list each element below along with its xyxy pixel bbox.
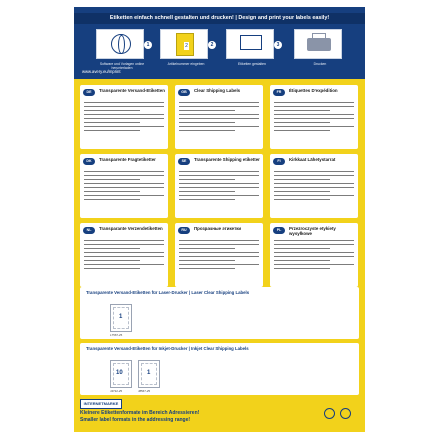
- laser-labels-panel: [80, 287, 359, 339]
- pack-number: 2: [185, 43, 188, 49]
- step-number: 3: [274, 41, 282, 49]
- language-cell: [175, 154, 263, 218]
- step-number: 1: [144, 41, 152, 49]
- country-flag: SE: [178, 158, 190, 165]
- step-card-3: [226, 29, 280, 66]
- cell-title: Étiquettes D'expédition: [289, 88, 338, 93]
- language-cell: [270, 85, 358, 149]
- internetmarke-logo: INTERNETMARKE: [80, 399, 122, 409]
- description-lines: [274, 102, 354, 134]
- cell-title: Kirkkaat Lähetystarrat: [289, 157, 336, 162]
- banner-title: Etiketten einfach schnell gestalten und drucken! | Design and print your labels easily!: [74, 13, 365, 24]
- step-caption: Artikelnummer eingeben: [167, 62, 205, 66]
- country-flag: PL: [273, 227, 285, 234]
- step-caption: Software und Vorlagen online herunterladen: [99, 62, 145, 70]
- country-flag: FR: [273, 89, 285, 96]
- labels-per-sheet: 1: [147, 370, 151, 376]
- label-pack-icon: [176, 33, 194, 56]
- cell-title: Transparente Versand-Etiketten: [99, 88, 165, 93]
- country-flag: NL: [83, 227, 95, 234]
- panel-title: Transparente Versand-Etiketten für Laser-Drucker | Laser Clear Shipping Labels: [86, 290, 250, 295]
- recycle-icon: [324, 408, 335, 419]
- description-lines: [179, 102, 259, 134]
- printer-icon: [307, 38, 331, 51]
- step-number: 2: [208, 41, 216, 49]
- cell-title: Transparente Fragtetiketter: [99, 157, 156, 162]
- footer: [80, 399, 359, 427]
- footer-line-1: Kleinere Etikettenformate im Bereich Adressieren!: [80, 410, 200, 416]
- country-flag: DE: [83, 89, 95, 96]
- instructions-band: [74, 7, 365, 79]
- language-cell: [80, 223, 168, 287]
- label-sheet-thumbnail: [138, 360, 160, 388]
- language-cell: [270, 154, 358, 218]
- language-cell: [175, 85, 263, 149]
- label-sheet-thumbnail: [110, 360, 132, 388]
- labels-per-sheet: 1: [119, 314, 123, 320]
- description-lines: [84, 240, 164, 272]
- cell-title: Прозрачные этикетки: [194, 226, 242, 231]
- eco-label-icon: [340, 408, 351, 419]
- inkjet-labels-panel: [80, 343, 359, 395]
- footer-line-2: Smaller label formats in the addressing range!: [80, 417, 191, 423]
- website-url[interactable]: www.avery.eu/mprint: [82, 69, 121, 74]
- product-sheet: [74, 7, 365, 432]
- panel-title: Transparente Versand-Etiketten für Inkjet-Drucker | Inkjet Clear Shipping Labels: [86, 346, 249, 351]
- country-flag: FI: [273, 158, 285, 165]
- cell-title: Przezroczyste etykiety wysyłkowe: [289, 226, 336, 236]
- language-cell: [80, 85, 168, 149]
- screen-icon: [240, 35, 262, 50]
- description-lines: [179, 171, 259, 203]
- step-card-4: [294, 29, 342, 66]
- article-code: J8567-25: [138, 389, 151, 393]
- country-flag: RU: [178, 227, 190, 234]
- description-lines: [84, 102, 164, 134]
- cell-title: Transparente Shipping etiketter: [194, 157, 260, 162]
- cell-title: Clear Shipping Labels: [194, 88, 241, 93]
- step-card-1: [96, 29, 150, 70]
- article-code: L7567-25: [110, 333, 123, 337]
- country-flag: GB: [178, 89, 190, 96]
- language-cell: [270, 223, 358, 287]
- labels-per-sheet: 10: [116, 370, 123, 376]
- label-sheet-thumbnail: [110, 304, 132, 332]
- globe-icon: [111, 34, 131, 54]
- step-card-2: [160, 29, 214, 66]
- language-cell: [175, 223, 263, 287]
- step-caption: Drucken: [313, 62, 327, 66]
- step-caption: Etiketten gestalten: [238, 62, 266, 66]
- cell-title: Transparante Verzendetiketten: [99, 226, 163, 231]
- description-lines: [84, 171, 164, 203]
- description-lines: [274, 171, 354, 203]
- language-cell: [80, 154, 168, 218]
- description-lines: [179, 240, 259, 272]
- description-lines: [274, 240, 354, 272]
- article-code: J4722-25: [110, 389, 123, 393]
- country-flag: DK: [83, 158, 95, 165]
